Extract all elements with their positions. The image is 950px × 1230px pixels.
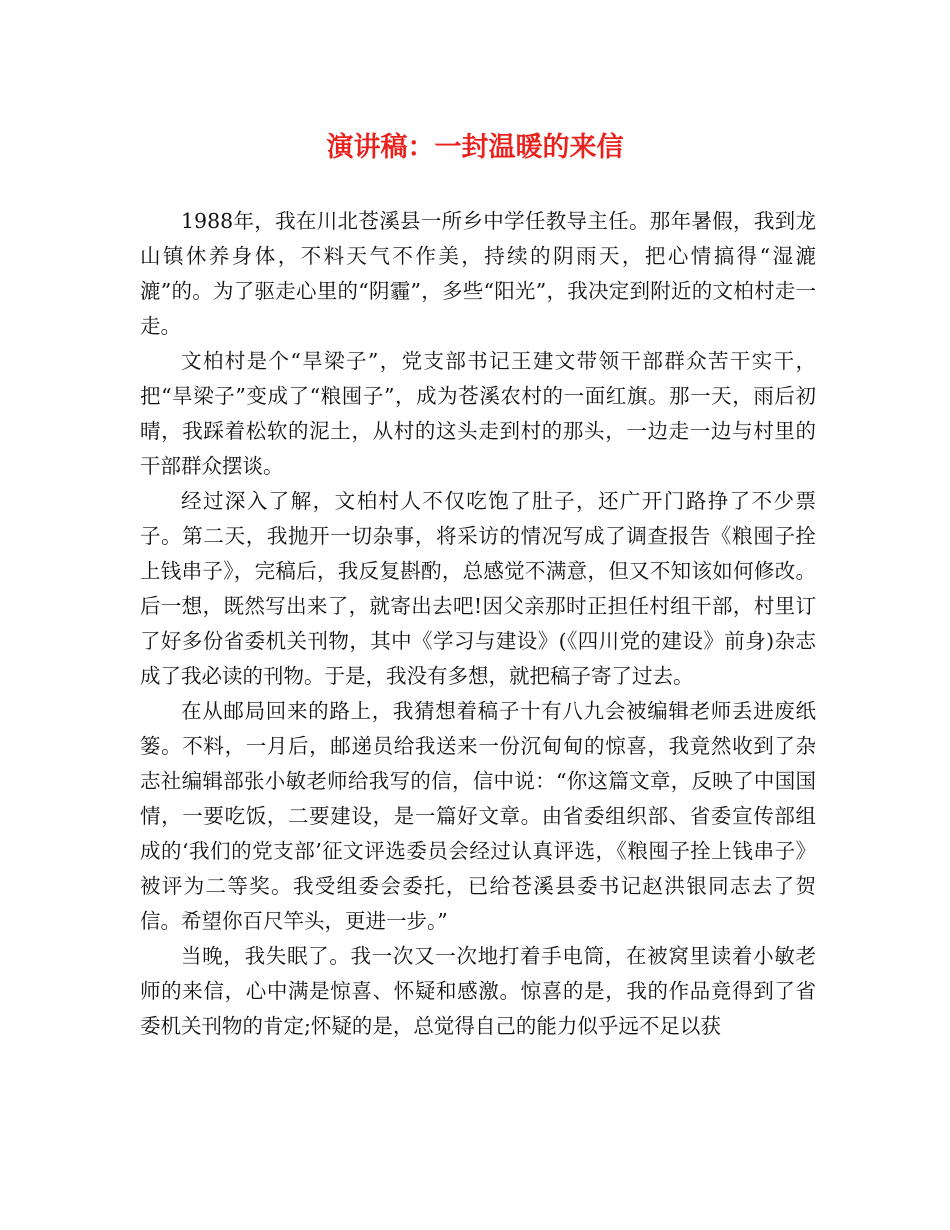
paragraph-5: 当晚，我失眠了。我一次又一次地打着手电筒，在被窝里读着小敏老师的来信，心中满是惊喜、怀疑和感激。惊喜的是，我的作品竟得到了省委机关刊物的肯定;怀疑的是，总觉得自己的能力似乎远不足以获: [140, 944, 816, 1038]
paragraph-3: 经过深入了解，文柏村人不仅吃饱了肚子，还广开门路挣了不少票子。第二天，我抛开一切杂事，将采访的情况写成了调查报告《粮囤子拴上钱串子》，完稿后，我反复斟酌，总感觉不满意，但又不知该如何修改。后一想，既然写出来了，就寄出去吧!因父亲那时正担任村组干部，村里订了好多份省委机关刊物，其中《学习与建设》(《四川党的建设》前身)杂志成了我必读的刊物。于是，我没有多想，就把稿子寄了过去。: [140, 489, 816, 688]
document-title: 演讲稿：一封温暖的来信: [326, 132, 624, 163]
document-body: [140, 204, 816, 1044]
paragraph-2: 文柏村是个“旱梁子”，党支部书记王建文带领干部群众苦干实干，把“旱梁子”变成了“粮囤子”，成为苍溪农村的一面红旗。那一天，雨后初晴，我踩着松软的泥土，从村的这头走到村的那头，一边走一边与村里的干部群众摆谈。: [140, 349, 816, 478]
paragraph-4: 在从邮局回来的路上，我猜想着稿子十有八九会被编辑老师丢进废纸篓。不料，一月后，邮递员给我送来一份沉甸甸的惊喜，我竟然收到了杂志社编辑部张小敏老师给我写的信，信中说：“你这篇文章，反映了中国国情，一要吃饭，二要建设，是一篇好文章。由省委组织部、省委宣传部组成的‘我们的党支部’征文评选委员会经过认真评选，《粮囤子拴上钱串子》被评为二等奖。我受组委会委托，已给苍溪县委书记赵洪银同志去了贺信。希望你百尺竿头，更进一步。”: [140, 699, 816, 933]
paragraph-1: 1988年，我在川北苍溪县一所乡中学任教导主任。那年暑假，我到龙山镇休养身体，不料天气不作美，持续的阴雨天，把心情搞得“湿漉漉”的。为了驱走心里的“阴霾”，多些“阳光”，我决定到附近的文柏村走一走。: [140, 209, 816, 338]
